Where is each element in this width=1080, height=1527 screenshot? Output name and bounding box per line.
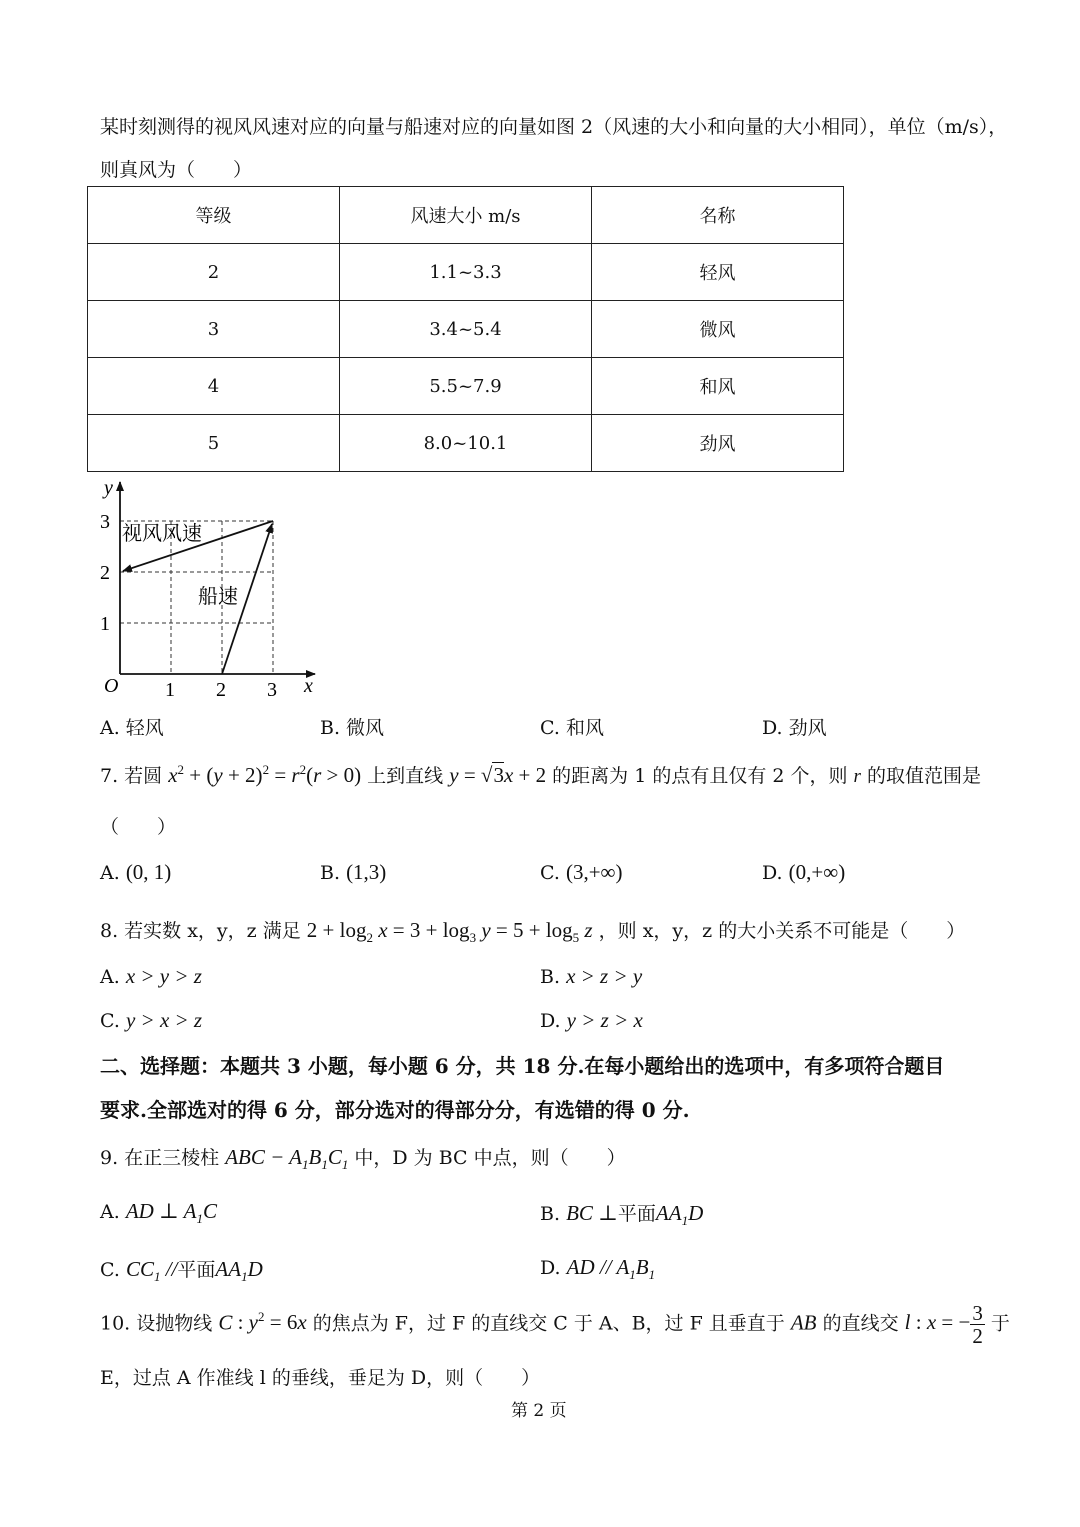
q8-option-d: D. y > z > x bbox=[540, 1008, 643, 1032]
q6-option-c: C. 和风 bbox=[540, 717, 604, 739]
q9-option-b: B. BC ⊥平面$AA_1D$ bbox=[540, 1201, 704, 1229]
q8-equation: $2 + \log_2 x = 3 + \log_3 y = 5 + \log_5 z$ bbox=[306, 918, 593, 946]
table-cell: 3.4~5.4 bbox=[340, 301, 592, 358]
q7-circle-equation: $x^2 + (y + 2)^2 = r^2(r > 0)$ bbox=[168, 762, 362, 787]
table-header-cell: 等级 bbox=[88, 187, 340, 244]
vector-figure bbox=[90, 476, 330, 701]
y-axis-label: y bbox=[104, 477, 113, 499]
x-axis-label: x bbox=[304, 675, 313, 697]
table-row bbox=[88, 301, 844, 358]
table-cell: 1.1~3.3 bbox=[340, 244, 592, 301]
y-tick-label: 1 bbox=[100, 613, 110, 635]
apparent-wind-label: 视风风速 bbox=[122, 521, 202, 545]
section-2-heading-2: 要求.全部选对的得 6 分，部分选对的得部分分，有选错的得 0 分. bbox=[100, 1098, 690, 1122]
table-header-cell: 名称 bbox=[592, 187, 844, 244]
q7-stem bbox=[100, 761, 981, 788]
table-header-cell: 风速大小 m/s bbox=[340, 187, 592, 244]
origin-label: O bbox=[104, 675, 119, 697]
q8-stem: 8. 若实数 x，y，z 满足 $2 + \log_2 x = 3 + \log_3 y = 5 + \log_5 z$ ，则 x，y，z 的大小关系不可能是（ ） bbox=[100, 918, 966, 946]
table-cell: 轻风 bbox=[592, 244, 844, 301]
q10-stem: 10. 设抛物线 C : $y^2 = 6x$ 的焦点为 F，过 F 的直线交 C 于 A、B，过 F 且垂直于 AB 的直线交 l : x = − $\frac{3}{2}$ 于 bbox=[100, 1301, 1010, 1348]
table-cell: 4 bbox=[88, 358, 340, 415]
table-row bbox=[88, 244, 844, 301]
x-tick-label: 2 bbox=[216, 679, 226, 701]
q9-stem: 9. 在正三棱柱 ABC − $A_1B_1C_1$ 中，D 为 BC 中点，则（ ） bbox=[100, 1145, 626, 1173]
intro-line-1: 某时刻测得的视风风速对应的向量与船速对应的向量如图 2（风速的大小和向量的大小相同），单位（m/s）， bbox=[100, 116, 1008, 138]
q9-option-a: A. AD ⊥ $A_1C$ bbox=[100, 1199, 218, 1227]
table-cell: 3 bbox=[88, 301, 340, 358]
table-cell: 5.5~7.9 bbox=[340, 358, 592, 415]
intro-line-2: 则真风为（ ） bbox=[100, 159, 253, 181]
q7-line-equation: y = √3x + 2 bbox=[449, 763, 547, 787]
table-row bbox=[88, 358, 844, 415]
q6-option-a: A. 轻风 bbox=[100, 717, 164, 739]
q10-parabola: C bbox=[218, 1310, 233, 1335]
page-number: 第 2 页 bbox=[511, 1401, 567, 1421]
q10-directrix: l : x = − $\frac{3}{2}$ bbox=[904, 1301, 983, 1348]
q7-option-a: A. (0, 1) bbox=[100, 860, 172, 884]
q7-r-var: r bbox=[853, 766, 861, 787]
x-tick-label: 3 bbox=[267, 679, 277, 701]
q8-option-b: B. x > z > y bbox=[540, 964, 643, 988]
y-tick-label: 2 bbox=[100, 562, 110, 584]
q9-option-c: C. $CC_1$ //平面$AA_1D$ bbox=[100, 1257, 263, 1285]
q7-prefix: 7. 若圆 bbox=[100, 765, 163, 787]
x-tick-label: 1 bbox=[165, 679, 175, 701]
q6-option-b: B. 微风 bbox=[320, 717, 385, 739]
table-cell: 2 bbox=[88, 244, 340, 301]
q7-middle: 上到直线 bbox=[367, 765, 444, 787]
q9-prism: ABC − $A_1B_1C_1$ bbox=[225, 1145, 349, 1173]
y-tick-label: 3 bbox=[100, 511, 110, 533]
table-cell: 8.0~10.1 bbox=[340, 415, 592, 472]
q7-option-b: B. (1,3) bbox=[320, 860, 387, 884]
q7-option-c: C. (3,+∞) bbox=[540, 860, 623, 884]
q8-option-a: A. x > y > z bbox=[100, 964, 202, 988]
q6-option-d: D. 劲风 bbox=[762, 717, 827, 739]
table-cell: 微风 bbox=[592, 301, 844, 358]
wind-table bbox=[87, 186, 844, 472]
ship-speed-label: 船速 bbox=[198, 584, 238, 608]
q7-tail: 的取值范围是 bbox=[867, 765, 982, 787]
q9-option-d: D. AD // $A_1B_1$ bbox=[540, 1255, 656, 1283]
table-row bbox=[88, 415, 844, 472]
table-header-row bbox=[88, 187, 844, 244]
section-2-heading-1: 二、选择题：本题共 3 小题，每小题 6 分，共 18 分.在每小题给出的选项中，有多项符合题目 bbox=[100, 1054, 945, 1078]
q8-option-c: C. y > x > z bbox=[100, 1008, 203, 1032]
table-cell: 和风 bbox=[592, 358, 844, 415]
q7-paren: （ ） bbox=[100, 816, 177, 838]
q10-line-2: E，过点 A 作准线 l 的垂线，垂足为 D，则（ ） bbox=[100, 1367, 541, 1389]
table-cell: 5 bbox=[88, 415, 340, 472]
table-cell: 劲风 bbox=[592, 415, 844, 472]
q7-option-d: D. (0,+∞) bbox=[762, 860, 846, 884]
q7-suffix: 的距离为 1 的点有且仅有 2 个，则 bbox=[552, 765, 848, 787]
